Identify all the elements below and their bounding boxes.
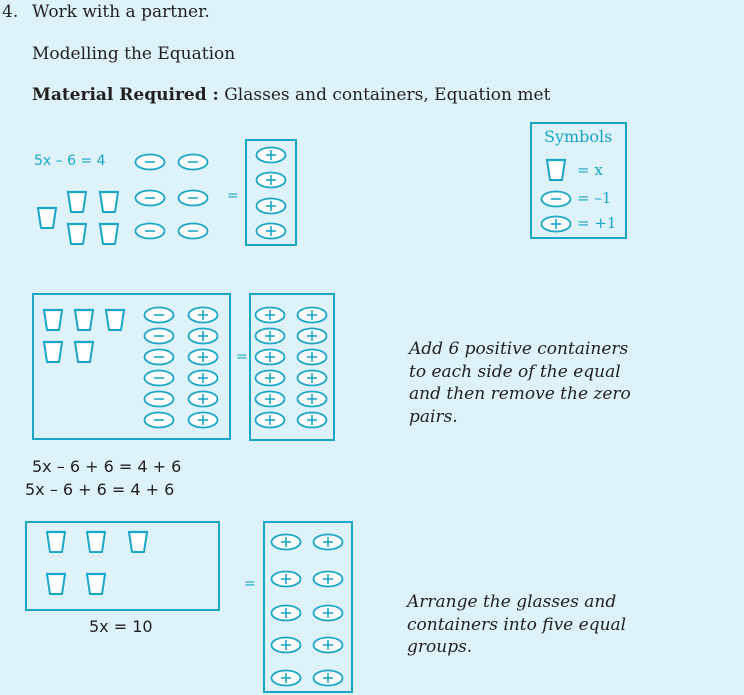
positive-container-icon [187, 327, 219, 345]
glass-icon [127, 529, 149, 554]
positive-container-icon [187, 411, 219, 429]
step2-note-line: pairs. [409, 406, 458, 427]
step2-note-line: and then remove the zero [409, 384, 631, 404]
step2-equation-a: 5x – 6 + 6 = 4 + 6 [32, 457, 182, 476]
material-label: Material Required : [32, 85, 219, 105]
positive-container-icon [312, 604, 344, 622]
glass-icon [73, 339, 95, 364]
positive-container-icon [296, 411, 328, 429]
positive-container-icon [254, 348, 286, 366]
question-subtitle: Modelling the Equation [32, 44, 236, 64]
positive-container-icon [254, 411, 286, 429]
negative-container-icon [177, 153, 209, 171]
glass-icon [85, 571, 107, 596]
positive-container-icon [296, 369, 328, 387]
negative-container-icon [134, 189, 166, 207]
material-line [32, 85, 550, 105]
positive-container-icon [270, 533, 302, 551]
positive-container-icon [187, 390, 219, 408]
step3-equals: = [244, 576, 256, 592]
symbol-glass-meaning: = x [577, 161, 603, 179]
symbol-negative-meaning: = –1 [577, 189, 612, 207]
negative-container-icon [143, 327, 175, 345]
positive-container-icon [312, 533, 344, 551]
step3-result: 5x = 10 [89, 617, 153, 636]
step2-note [409, 338, 631, 428]
positive-container-icon [254, 327, 286, 345]
glass-icon [85, 529, 107, 554]
positive-container-icon [540, 215, 572, 233]
negative-container-icon [143, 411, 175, 429]
question-instruction: Work with a partner. [32, 2, 210, 22]
question-number: 4. [2, 2, 19, 22]
positive-container-icon [296, 327, 328, 345]
positive-container-icon [270, 570, 302, 588]
step2-equation-b: 5x – 6 + 6 = 4 + 6 [25, 480, 175, 499]
step3-note [407, 591, 626, 659]
positive-container-icon [270, 669, 302, 687]
positive-container-icon [187, 348, 219, 366]
negative-container-icon [134, 222, 166, 240]
step3-note-line: Arrange the glasses and [407, 592, 617, 612]
negative-container-icon [143, 369, 175, 387]
material-text: Glasses and containers, Equation met [224, 85, 551, 105]
glass-icon [36, 205, 58, 230]
positive-container-icon [254, 306, 286, 324]
glass-icon [545, 157, 567, 182]
negative-container-icon [177, 222, 209, 240]
positive-container-icon [270, 636, 302, 654]
positive-container-icon [187, 306, 219, 324]
negative-container-icon [143, 306, 175, 324]
glass-icon [45, 529, 67, 554]
positive-container-icon [255, 171, 287, 189]
glass-icon [66, 189, 88, 214]
glass-icon [42, 307, 64, 332]
symbols-title: Symbols [544, 127, 613, 146]
step3-note-line: groups. [407, 637, 473, 657]
step2-note-line: to each side of the equal [409, 361, 621, 382]
positive-container-icon [255, 222, 287, 240]
glass-icon [45, 571, 67, 596]
step1-equation: 5x – 6 = 4 [34, 153, 106, 169]
step2-note-line: Add 6 positive containers [409, 339, 629, 359]
glass-icon [98, 221, 120, 246]
positive-container-icon [255, 197, 287, 215]
step3-note-line: containers into five equal [407, 614, 627, 635]
positive-container-icon [312, 636, 344, 654]
positive-container-icon [296, 348, 328, 366]
positive-container-icon [255, 146, 287, 164]
glass-icon [66, 221, 88, 246]
glass-icon [73, 307, 95, 332]
positive-container-icon [312, 669, 344, 687]
positive-container-icon [312, 570, 344, 588]
positive-container-icon [296, 390, 328, 408]
positive-container-icon [296, 306, 328, 324]
positive-container-icon [254, 369, 286, 387]
negative-container-icon [143, 390, 175, 408]
symbol-positive-meaning: = +1 [577, 214, 617, 232]
glass-icon [98, 189, 120, 214]
step2-equals: = [236, 349, 248, 365]
negative-container-icon [177, 189, 209, 207]
glass-icon [42, 339, 64, 364]
negative-container-icon [540, 190, 572, 208]
negative-container-icon [143, 348, 175, 366]
negative-container-icon [134, 153, 166, 171]
glass-icon [104, 307, 126, 332]
positive-container-icon [254, 390, 286, 408]
positive-container-icon [270, 604, 302, 622]
step1-equals: = [227, 188, 239, 204]
positive-container-icon [187, 369, 219, 387]
